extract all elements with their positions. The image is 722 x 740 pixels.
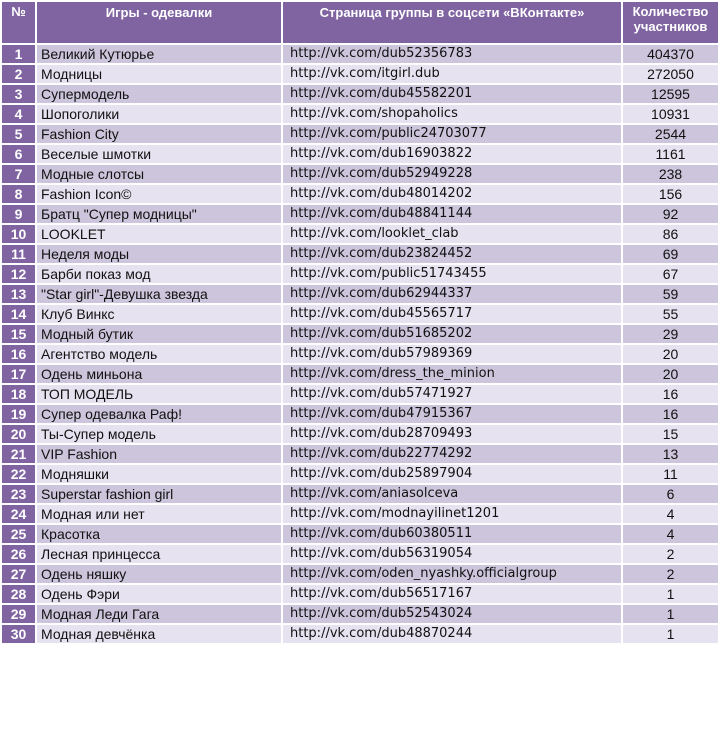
game-name: Братц "Супер модницы" <box>37 205 281 223</box>
group-link[interactable]: http://vk.com/dub52543024 <box>283 605 621 623</box>
member-count: 404370 <box>623 45 718 63</box>
member-count: 10931 <box>623 105 718 123</box>
group-link[interactable]: http://vk.com/oden_nyashky.officialgroup <box>283 565 621 583</box>
table-row <box>2 205 718 223</box>
member-count: 86 <box>623 225 718 243</box>
game-name: Супер одевалка Раф! <box>37 405 281 423</box>
game-name: Модная или нет <box>37 505 281 523</box>
row-number: 25 <box>2 525 35 543</box>
member-count: 69 <box>623 245 718 263</box>
group-link[interactable]: http://vk.com/dub56517167 <box>283 585 621 603</box>
group-link[interactable]: http://vk.com/dub56319054 <box>283 545 621 563</box>
member-count: 15 <box>623 425 718 443</box>
game-name: Модная девчёнка <box>37 625 281 643</box>
game-name: Модная Леди Гага <box>37 605 281 623</box>
row-number: 3 <box>2 85 35 103</box>
table-row <box>2 525 718 543</box>
group-link[interactable]: http://vk.com/dub62944337 <box>283 285 621 303</box>
game-name: VIP Fashion <box>37 445 281 463</box>
member-count: 4 <box>623 525 718 543</box>
group-link[interactable]: http://vk.com/dub22774292 <box>283 445 621 463</box>
row-number: 4 <box>2 105 35 123</box>
table-row <box>2 485 718 503</box>
group-link[interactable]: http://vk.com/dub23824452 <box>283 245 621 263</box>
row-number: 23 <box>2 485 35 503</box>
member-count: 4 <box>623 505 718 523</box>
member-count: 6 <box>623 485 718 503</box>
game-name: Модницы <box>37 65 281 83</box>
row-number: 9 <box>2 205 35 223</box>
table-row <box>2 125 718 143</box>
game-name: ТОП МОДЕЛЬ <box>37 385 281 403</box>
game-name: Одень няшку <box>37 565 281 583</box>
member-count: 1 <box>623 585 718 603</box>
group-link[interactable]: http://vk.com/dub52949228 <box>283 165 621 183</box>
group-link[interactable]: http://vk.com/dub51685202 <box>283 325 621 343</box>
game-name: Модняшки <box>37 465 281 483</box>
row-number: 22 <box>2 465 35 483</box>
game-name: Барби показ мод <box>37 265 281 283</box>
group-link[interactable]: http://vk.com/looklet_clab <box>283 225 621 243</box>
table-row <box>2 365 718 383</box>
member-count: 16 <box>623 385 718 403</box>
table-row <box>2 165 718 183</box>
game-name: Одень миньона <box>37 365 281 383</box>
member-count: 156 <box>623 185 718 203</box>
group-link[interactable]: http://vk.com/dub45582201 <box>283 85 621 103</box>
row-number: 27 <box>2 565 35 583</box>
group-link[interactable]: http://vk.com/itgirl.dub <box>283 65 621 83</box>
table-row <box>2 105 718 123</box>
table-header-row <box>2 2 718 43</box>
table-row <box>2 605 718 623</box>
member-count: 238 <box>623 165 718 183</box>
member-count: 2 <box>623 565 718 583</box>
game-name: Модные слотсы <box>37 165 281 183</box>
table-row <box>2 585 718 603</box>
group-link[interactable]: http://vk.com/modnayilinet1201 <box>283 505 621 523</box>
table-row <box>2 225 718 243</box>
table-body <box>2 45 718 643</box>
group-link[interactable]: http://vk.com/dub25897904 <box>283 465 621 483</box>
member-count: 20 <box>623 345 718 363</box>
group-link[interactable]: http://vk.com/dub57989369 <box>283 345 621 363</box>
row-number: 29 <box>2 605 35 623</box>
row-number: 21 <box>2 445 35 463</box>
table-row <box>2 145 718 163</box>
row-number: 20 <box>2 425 35 443</box>
member-count: 1 <box>623 605 718 623</box>
game-name: Агентство модель <box>37 345 281 363</box>
group-link[interactable]: http://vk.com/shopaholics <box>283 105 621 123</box>
row-number: 12 <box>2 265 35 283</box>
game-name: Модный бутик <box>37 325 281 343</box>
table-row <box>2 385 718 403</box>
member-count: 11 <box>623 465 718 483</box>
game-name: Неделя моды <box>37 245 281 263</box>
member-count: 272050 <box>623 65 718 83</box>
table-row <box>2 445 718 463</box>
row-number: 8 <box>2 185 35 203</box>
table-row <box>2 85 718 103</box>
table-row <box>2 405 718 423</box>
game-name: Красотка <box>37 525 281 543</box>
row-number: 2 <box>2 65 35 83</box>
group-link[interactable]: http://vk.com/dub60380511 <box>283 525 621 543</box>
row-number: 30 <box>2 625 35 643</box>
table-row <box>2 305 718 323</box>
row-number: 11 <box>2 245 35 263</box>
group-link[interactable]: http://vk.com/dub16903822 <box>283 145 621 163</box>
row-number: 14 <box>2 305 35 323</box>
game-name: Ты-Супер модель <box>37 425 281 443</box>
table-row <box>2 265 718 283</box>
column-header-link <box>283 2 621 43</box>
table-row <box>2 465 718 483</box>
row-number: 15 <box>2 325 35 343</box>
column-header-game <box>37 2 281 43</box>
table-row <box>2 325 718 343</box>
group-link[interactable]: http://vk.com/dub28709493 <box>283 425 621 443</box>
table-row <box>2 185 718 203</box>
game-name: Клуб Винкс <box>37 305 281 323</box>
member-count: 55 <box>623 305 718 323</box>
row-number: 18 <box>2 385 35 403</box>
table-row <box>2 345 718 363</box>
table-row <box>2 505 718 523</box>
member-count: 12595 <box>623 85 718 103</box>
column-header-link-label: Страница группы в соцсети «ВКонтакте» <box>319 5 585 20</box>
game-name: Супермодель <box>37 85 281 103</box>
row-number: 19 <box>2 405 35 423</box>
table-row <box>2 565 718 583</box>
member-count: 67 <box>623 265 718 283</box>
member-count: 1161 <box>623 145 718 163</box>
game-name: Лесная принцесса <box>37 545 281 563</box>
game-name: Одень Фэри <box>37 585 281 603</box>
row-number: 5 <box>2 125 35 143</box>
member-count: 2 <box>623 545 718 563</box>
table-row <box>2 425 718 443</box>
group-link[interactable]: http://vk.com/dub48870244 <box>283 625 621 643</box>
member-count: 2544 <box>623 125 718 143</box>
member-count: 13 <box>623 445 718 463</box>
game-name: Веселые шмотки <box>37 145 281 163</box>
row-number: 10 <box>2 225 35 243</box>
row-number: 28 <box>2 585 35 603</box>
member-count: 92 <box>623 205 718 223</box>
row-number: 1 <box>2 45 35 63</box>
row-number: 17 <box>2 365 35 383</box>
game-name: Fashion City <box>37 125 281 143</box>
table-row <box>2 625 718 643</box>
table-row <box>2 285 718 303</box>
game-name: LOOKLET <box>37 225 281 243</box>
group-link[interactable]: http://vk.com/dub52356783 <box>283 45 621 63</box>
member-count: 20 <box>623 365 718 383</box>
row-number: 16 <box>2 345 35 363</box>
group-link[interactable]: http://vk.com/dress_the_minion <box>283 365 621 383</box>
member-count: 59 <box>623 285 718 303</box>
game-name: Fashion Icon© <box>37 185 281 203</box>
group-link[interactable]: http://vk.com/public24703077 <box>283 125 621 143</box>
column-header-game-label: Игры - одевалки <box>105 5 213 20</box>
column-header-count: Количество участников <box>623 2 718 43</box>
game-name: Шопоголики <box>37 105 281 123</box>
group-link[interactable]: http://vk.com/dub47915367 <box>283 405 621 423</box>
table-row <box>2 45 718 63</box>
group-link[interactable]: http://vk.com/dub48841144 <box>283 205 621 223</box>
member-count: 29 <box>623 325 718 343</box>
row-number: 26 <box>2 545 35 563</box>
row-number: 13 <box>2 285 35 303</box>
game-name: Великий Кутюрье <box>37 45 281 63</box>
group-link[interactable]: http://vk.com/dub57471927 <box>283 385 621 403</box>
group-link[interactable]: http://vk.com/public51743455 <box>283 265 621 283</box>
group-link[interactable]: http://vk.com/dub45565717 <box>283 305 621 323</box>
game-name: Superstar fashion girl <box>37 485 281 503</box>
table-row <box>2 245 718 263</box>
group-link[interactable]: http://vk.com/dub48014202 <box>283 185 621 203</box>
table-row <box>2 545 718 563</box>
member-count: 1 <box>623 625 718 643</box>
row-number: 6 <box>2 145 35 163</box>
row-number: 24 <box>2 505 35 523</box>
member-count: 16 <box>623 405 718 423</box>
table-row <box>2 65 718 83</box>
column-header-num: № <box>2 2 35 43</box>
game-name: "Star girl"-Девушка звезда <box>37 285 281 303</box>
group-link[interactable]: http://vk.com/aniasolceva <box>283 485 621 503</box>
row-number: 7 <box>2 165 35 183</box>
